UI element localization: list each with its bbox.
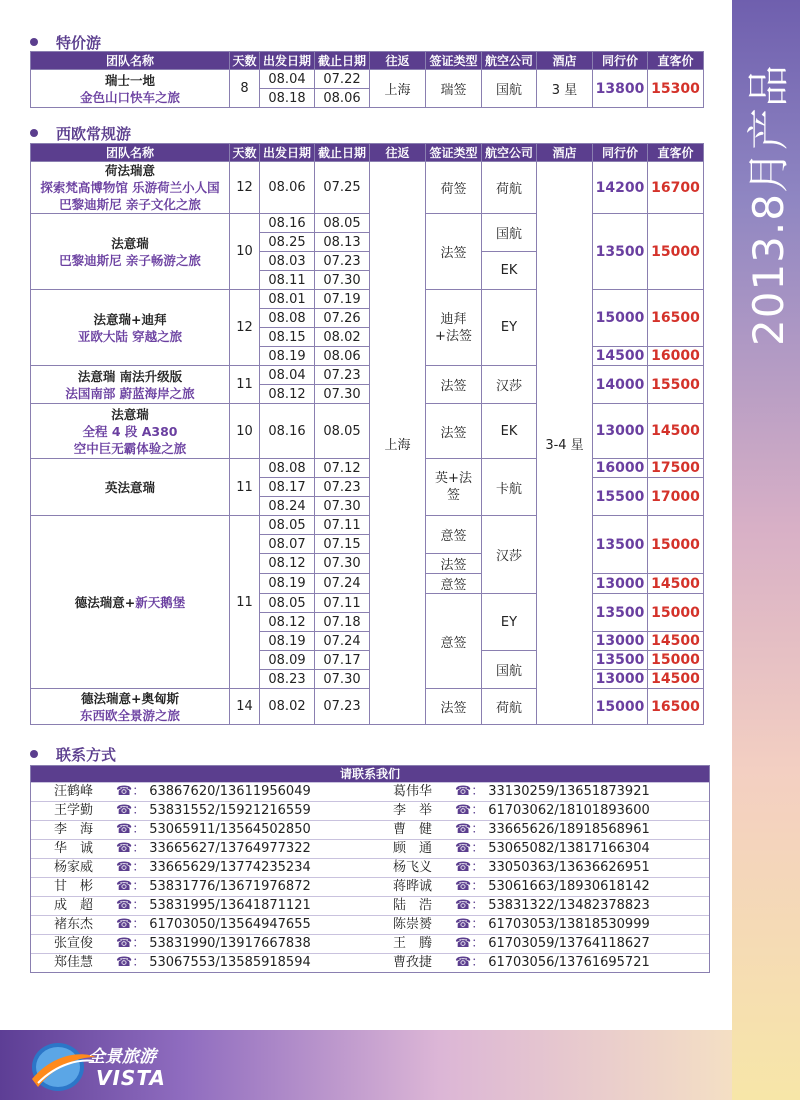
phone-icon: ☎：: [455, 841, 485, 856]
contact-name: 葛伟华: [392, 784, 432, 799]
contact-phone: [455, 878, 709, 896]
table-row: 荷法瑞意 探索梵高博物馆 乐游荷兰小人国 巴黎迪斯尼 亲子文化之旅 12 08.06 07.25 上海 荷签 荷航 3-4 星 14200 16700: [31, 162, 704, 214]
table-row: 08.12 07.30: [31, 385, 704, 404]
phone-icon: ☎：: [116, 917, 146, 932]
table-header-row: 团队名称 天数 出发日期 截止日期 往返 签证类型 航空公司 酒店 同行价 直客价: [31, 52, 704, 70]
phone-number: 53831990/13917667838: [149, 936, 311, 951]
contact-phone: [455, 821, 709, 839]
table-row: 08.12 07.30 法签: [31, 554, 704, 574]
table-row: 法意瑞 南法升级版 法国南部 蔚蓝海岸之旅 11 08.04 07.23 法签 汉莎 14000 15500: [31, 366, 704, 385]
phone-number: 61703056/13761695721: [488, 955, 650, 970]
contact-name: 蒋晔诚: [392, 879, 432, 894]
phone-icon: ☎：: [455, 803, 485, 818]
tour-name: 英法意瑞: [31, 459, 230, 516]
phone-number: 33130259/13651873921: [488, 784, 650, 799]
table-row: 08.18 08.06: [31, 89, 704, 108]
phone-icon: ☎：: [455, 822, 485, 837]
contact-phone: [116, 935, 370, 953]
contact-phone: [116, 783, 370, 801]
contact-phone: [455, 916, 709, 934]
contact-name: 李 举: [392, 803, 432, 818]
table-row: 08.08 07.26: [31, 309, 704, 328]
phone-icon: ☎：: [116, 860, 146, 875]
phone-icon: ☎：: [116, 898, 146, 913]
contact-name: 张宣俊: [53, 936, 93, 951]
contact-name: 王 腾: [392, 936, 432, 951]
phone-icon: ☎：: [455, 898, 485, 913]
table-row: 08.12 07.18: [31, 613, 704, 632]
tour-name: 德法瑞意+奥匈斯 东西欧全景游之旅: [31, 689, 230, 725]
contact-name: 甘 彬: [53, 879, 93, 894]
phone-number: 53065082/13817166304: [488, 841, 650, 856]
table-row: 08.11 07.30: [31, 271, 704, 290]
contact-row: [31, 877, 709, 896]
section-special-heading: 特价游: [30, 32, 101, 53]
phone-number: 53061663/18930618142: [488, 879, 650, 894]
phone-icon: ☎：: [116, 955, 146, 970]
contact-phone: [116, 802, 370, 820]
logo-text-en: VISTA: [96, 1066, 166, 1090]
phone-icon: ☎：: [455, 917, 485, 932]
contact-row: [31, 934, 709, 953]
contact-name: 褚东杰: [53, 917, 93, 932]
phone-icon: ☎：: [116, 936, 146, 951]
contact-name: 华 诚: [53, 841, 93, 856]
tour-name: 荷法瑞意 探索梵高博物馆 乐游荷兰小人国 巴黎迪斯尼 亲子文化之旅: [31, 162, 230, 214]
contact-row: [31, 820, 709, 839]
contact-phone: [455, 935, 709, 953]
contact-phone: [455, 802, 709, 820]
phone-number: 63867620/13611956049: [149, 784, 311, 799]
contact-row: [31, 858, 709, 877]
table-row: 08.09 07.17 国航 13500 15000: [31, 651, 704, 670]
contact-phone: [455, 840, 709, 858]
phone-number: 33665629/13774235234: [149, 860, 311, 875]
contact-name: 顾 通: [392, 841, 432, 856]
contact-phone: [116, 897, 370, 915]
phone-number: 61703053/13818530999: [488, 917, 650, 932]
contact-row: [31, 896, 709, 915]
phone-number: 53831322/13482378823: [488, 898, 650, 913]
phone-number: 61703059/13764118627: [488, 936, 650, 951]
contact-phone: [455, 954, 709, 972]
phone-number: 53067553/13585918594: [149, 955, 311, 970]
table-row: 08.05 07.11 意签 EY 13500 15000: [31, 594, 704, 613]
contact-phone: [116, 840, 370, 858]
table-row: 08.19 08.06 14500 16000: [31, 347, 704, 366]
phone-number: 53831995/13641871121: [149, 898, 311, 913]
tour-name: 法意瑞+迪拜 亚欧大陆 穿越之旅: [31, 290, 230, 366]
tour-name: 法意瑞 巴黎迪斯尼 亲子畅游之旅: [31, 214, 230, 290]
contact-row: [31, 953, 709, 972]
phone-icon: ☎：: [116, 822, 146, 837]
phone-icon: ☎：: [455, 784, 485, 799]
contact-name: 王学勤: [53, 803, 93, 818]
phone-number: 53831776/13671976872: [149, 879, 311, 894]
table-row: 法意瑞 全程 4 段 A380 空中巨无霸体验之旅 10 08.16 08.05 法签 EK 13000 14500: [31, 404, 704, 459]
contact-row: [31, 801, 709, 820]
table-row: 08.19 07.24 意签 13000 14500: [31, 574, 704, 594]
section-contact-heading: 联系方式: [30, 744, 116, 765]
bullet-icon: [30, 750, 38, 758]
contact-name: 陆 浩: [392, 898, 432, 913]
contact-phone: [455, 859, 709, 877]
table-row: 08.25 08.13: [31, 233, 704, 252]
phone-icon: ☎：: [455, 955, 485, 970]
table-row: 英法意瑞 11 08.08 07.12 英+法签 卡航 16000 17500: [31, 459, 704, 478]
contact-phone: [455, 783, 709, 801]
phone-number: 53065911/13564502850: [149, 822, 311, 837]
tour-name: 瑞士一地 金色山口快车之旅: [31, 70, 230, 108]
table-row: 08.03 07.23 EK: [31, 252, 704, 271]
table-row: 08.17 07.23 15500 17000: [31, 478, 704, 497]
tour-name: 法意瑞 全程 4 段 A380 空中巨无霸体验之旅: [31, 404, 230, 459]
tour-name: 德法瑞意+新天鹅堡: [31, 516, 230, 689]
table-row: 德法瑞意+新天鹅堡 11 08.05 07.11 意签 汉莎 13500 15000: [31, 516, 704, 535]
table-row: 08.19 07.24 13000 14500: [31, 632, 704, 651]
contact-name: 成 超: [53, 898, 93, 913]
contact-name: 陈崇赟: [392, 917, 432, 932]
contact-phone: [116, 954, 370, 972]
special-table: [30, 51, 704, 108]
contact-phone: [116, 821, 370, 839]
contact-name: 曹孜捷: [392, 955, 432, 970]
section-regular-heading: 西欧常规游: [30, 123, 131, 144]
table-row: 08.23 07.30 13000 14500: [31, 670, 704, 689]
phone-number: 61703050/13564947655: [149, 917, 311, 932]
table-header-row: 团队名称 天数 出发日期 截止日期 往返 签证类型 航空公司 酒店 同行价 直客价: [31, 144, 704, 162]
phone-icon: ☎：: [455, 860, 485, 875]
phone-number: 33665627/13764977322: [149, 841, 311, 856]
table-row: 瑞士一地 金色山口快车之旅 8 08.04 07.22 上海 瑞签 国航 3 星 13800 15300: [31, 70, 704, 89]
phone-number: 61703062/18101893600: [488, 803, 650, 818]
contact-name: 郑佳慧: [53, 955, 93, 970]
phone-icon: ☎：: [455, 936, 485, 951]
contact-phone: [116, 859, 370, 877]
phone-icon: ☎：: [116, 803, 146, 818]
contact-row: [31, 915, 709, 934]
contact-row: [31, 782, 709, 801]
contact-name: 杨飞义: [392, 860, 432, 875]
contact-title: 请联系我们: [31, 766, 709, 782]
table-row: 08.24 07.30: [31, 497, 704, 516]
regular-table: [30, 143, 704, 725]
table-row: 德法瑞意+奥匈斯 东西欧全景游之旅 14 08.02 07.23 法签 荷航 15000 16500: [31, 689, 704, 725]
contact-table: [30, 765, 710, 973]
contact-name: 杨家威: [53, 860, 93, 875]
contact-row: [31, 839, 709, 858]
bullet-icon: [30, 38, 38, 46]
contact-name: 李 海: [53, 822, 93, 837]
contact-name: 汪鹤峰: [53, 784, 93, 799]
table-row: 08.15 08.02: [31, 328, 704, 347]
phone-icon: ☎：: [455, 879, 485, 894]
side-title: 2013.8月产品: [744, 64, 793, 346]
table-row: 08.07 07.15: [31, 535, 704, 554]
phone-number: 33050363/13636626951: [488, 860, 650, 875]
phone-number: 53831552/15921216559: [149, 803, 311, 818]
phone-icon: ☎：: [116, 841, 146, 856]
contact-phone: [455, 897, 709, 915]
phone-icon: ☎：: [116, 784, 146, 799]
table-row: 法意瑞 巴黎迪斯尼 亲子畅游之旅 10 08.16 08.05 法签 国航 13500 15000: [31, 214, 704, 233]
contact-phone: [116, 916, 370, 934]
contact-name: 曹 健: [392, 822, 432, 837]
bullet-icon: [30, 129, 38, 137]
logo-text-cn: 全景旅游: [88, 1047, 156, 1067]
table-row: 法意瑞+迪拜 亚欧大陆 穿越之旅 12 08.01 07.19 迪拜+法签 EY 15000 16500: [31, 290, 704, 309]
phone-icon: ☎：: [116, 879, 146, 894]
phone-number: 33665626/18918568961: [488, 822, 650, 837]
tour-name: 法意瑞 南法升级版 法国南部 蔚蓝海岸之旅: [31, 366, 230, 404]
contact-phone: [116, 878, 370, 896]
